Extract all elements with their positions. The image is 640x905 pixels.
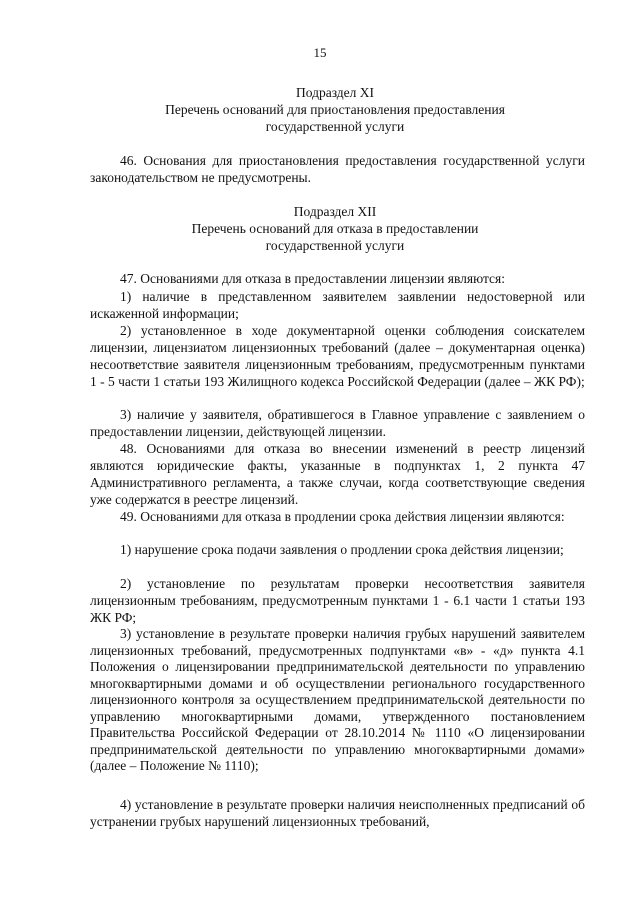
subsection-heading-line: государственной услуги (265, 119, 405, 134)
subsection-heading-line: Перечень оснований для отказа в предоставлении (191, 221, 479, 236)
subsection-xi-heading (90, 84, 580, 135)
paragraph-49: 49. Основаниями для отказа в продлении срока действия лицензии являются: (120, 509, 565, 524)
paragraph-49-item-2: 2) установление по результатам проверки несоответствия заявителя лицензионным требованиям, предусмотренным пунктами 1 - 6.1 части 1 статьи 193 ЖК РФ; (90, 576, 585, 625)
paragraph-47-item-3: 3) наличие у заявителя, обратившегося в Главное управление с заявлением о предоставлении лицензии, действующей лицензии. (90, 407, 585, 439)
paragraph-49-item-3: 3) установление в результате проверки наличия грубых нарушений заявителем лицензионных требований, предусмотренных подпунктами «в» - «д» пункта 4.1 Положения о лицензировании предпринимательской деятельности по управлению многоквартирными домами и об осуществлении регионального государственного лицензионного контроля за осуществлением предпринимательской деятельности по управлению многоквартирными домами, утвержденного постановлением Правительства Российской Федерации от 28.10.2014 № 1110 «О лицензировании предпринимательской деятельности по управлению многоквартирными домами» (далее – Положение № 1110); (90, 626, 585, 773)
paragraph-48: 48. Основаниями для отказа во внесении изменений в реестр лицензий являются юридические факты, указанные в подпунктах 1, 2 пункта 47 Административного регламента, а также случаи, когда соответствующие сведения уже содержатся в реестре лицензий. (90, 441, 585, 507)
paragraph-46: 46. Основания для приостановления предоставления государственной услуги законодательством не предусмотрены. (90, 153, 585, 185)
page-number: 15 (313, 45, 327, 60)
subsection-xii-heading (90, 203, 580, 254)
paragraph-47-item-1: 1) наличие в представленном заявителем заявлении недостоверной или искаженной информации; (90, 289, 585, 321)
subsection-heading-line: государственной услуги (265, 238, 405, 253)
paragraph-47-item-2: 2) установленное в ходе документарной оценки соблюдения соискателем лицензии, лицензиатом лицензионных требований (далее – документарная оценка) несоответствие заявителя лицензионным требованиям, предусмотренным пунктами 1 - 5 части 1 статьи 193 Жилищного кодекса Российской Федерации (далее – ЖК РФ); (90, 323, 585, 389)
subsection-title: Подраздел XII (293, 204, 377, 219)
paragraph-47: 47. Основаниями для отказа в предоставлении лицензии являются: (120, 271, 506, 286)
subsection-heading-line: Перечень оснований для приостановления предоставления (165, 102, 505, 117)
paragraph-49-item-1: 1) нарушение срока подачи заявления о продлении срока действия лицензии; (120, 542, 564, 557)
subsection-title: Подраздел XI (295, 85, 375, 100)
paragraph-49-item-4: 4) установление в результате проверки наличия неисполненных предписаний об устранении грубых нарушений лицензионных требований, (90, 797, 585, 829)
